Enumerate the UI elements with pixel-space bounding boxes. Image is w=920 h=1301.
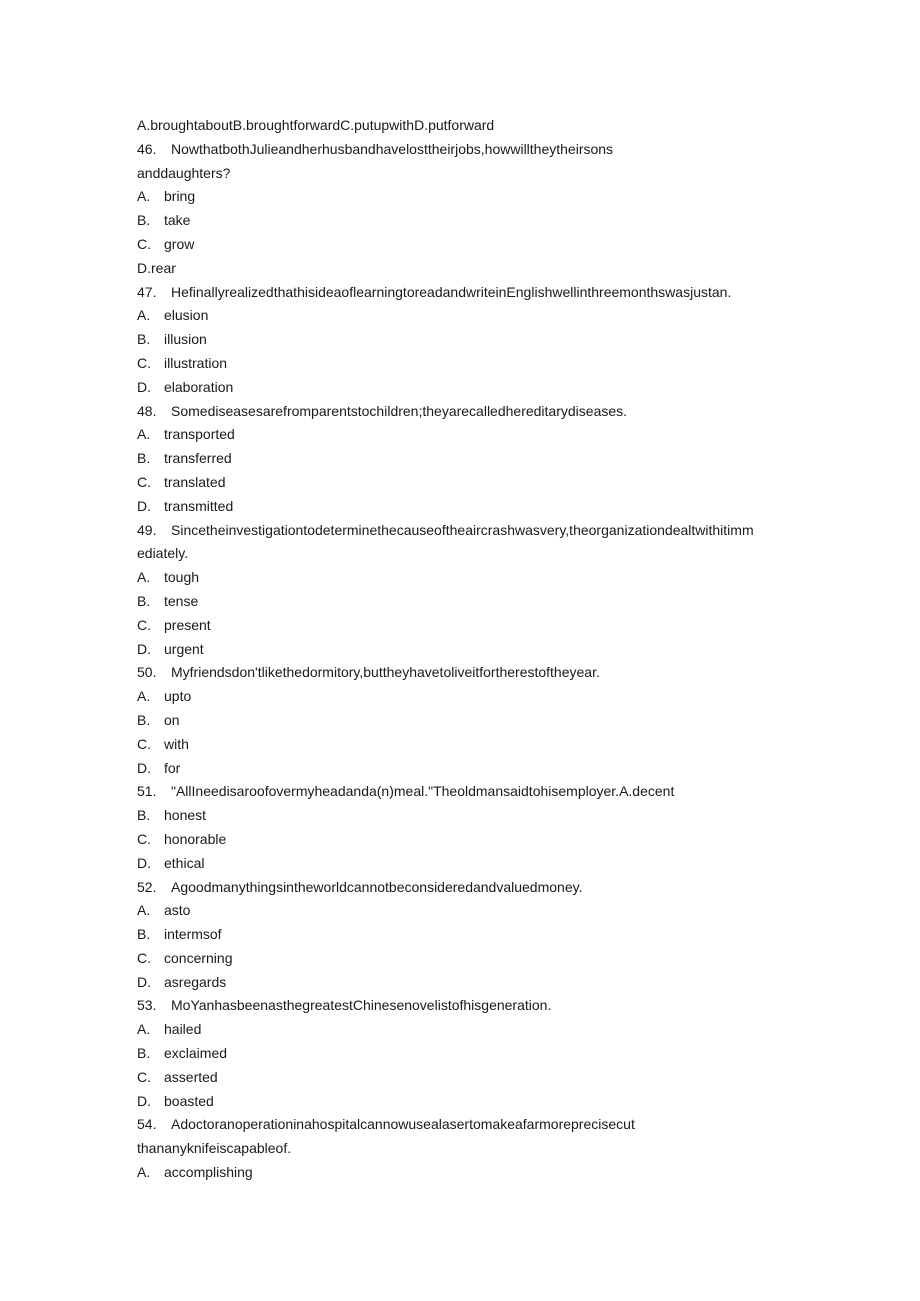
answer-option — [137, 1042, 797, 1066]
option-text: urgent — [164, 640, 204, 657]
option-letter: B. — [137, 1045, 151, 1062]
answer-option — [137, 614, 797, 638]
option-letter: B. — [137, 331, 151, 348]
answer-option — [137, 447, 797, 471]
option-letter: A. — [137, 188, 151, 205]
option-letter: C. — [137, 473, 151, 490]
question-text: Sincetheinvestigationtodeterminethecauseoftheaircrashwasvery,theorganizationdealtwithitimm — [171, 521, 754, 538]
option-letter: C. — [137, 354, 151, 371]
question-text: Somediseasesarefromparentstochildren;theyarecalledhereditarydiseases. — [171, 402, 628, 419]
option-text: tense — [164, 592, 199, 609]
option-letter: C. — [137, 949, 151, 966]
option-letter: D. — [137, 854, 151, 871]
answer-option — [137, 947, 797, 971]
option-text: accomplishing — [164, 1164, 253, 1181]
question-number: 48. — [137, 402, 157, 419]
option-text: intermsof — [164, 926, 222, 943]
option-letter: B. — [137, 450, 151, 467]
question-line — [137, 876, 797, 900]
option-text: concerning — [164, 949, 233, 966]
answer-option — [137, 685, 797, 709]
option-text: grow — [164, 235, 195, 252]
answer-option — [137, 304, 797, 328]
text-line: ediately. — [137, 545, 189, 562]
option-letter: C. — [137, 735, 151, 752]
answer-option — [137, 566, 797, 590]
question-line — [137, 519, 797, 543]
option-letter: A. — [137, 1164, 151, 1181]
text-line: thananyknifeiscapableof. — [137, 1140, 292, 1157]
option-letter: C. — [137, 235, 151, 252]
text-line: anddaughters? — [137, 164, 231, 181]
answer-option — [137, 1161, 797, 1185]
option-text: asregards — [164, 973, 227, 990]
option-letter: D. — [137, 759, 151, 776]
question-text: MoYanhasbeenasthegreatestChinesenovelistofhisgeneration. — [171, 997, 552, 1014]
option-text: on — [164, 711, 180, 728]
option-text: ethical — [164, 854, 205, 871]
option-letter: D. — [137, 378, 151, 395]
question-number: 51. — [137, 783, 157, 800]
option-letter: B. — [137, 807, 151, 824]
question-number: 50. — [137, 664, 157, 681]
answer-option — [137, 590, 797, 614]
option-text: for — [164, 759, 181, 776]
option-letter: B. — [137, 212, 151, 229]
text-line: D.rear — [137, 259, 176, 276]
option-letter: B. — [137, 926, 151, 943]
option-letter: A. — [137, 688, 151, 705]
answer-option — [137, 804, 797, 828]
answer-option — [137, 733, 797, 757]
option-text: elaboration — [164, 378, 234, 395]
question-text: "AllIneedisaroofovermyheadanda(n)meal."Theoldmansaidtohisemployer.A.decent — [171, 783, 675, 800]
question-number: 54. — [137, 1116, 157, 1133]
option-letter: D. — [137, 1092, 151, 1109]
question-number: 49. — [137, 521, 157, 538]
answer-option — [137, 971, 797, 995]
question-line — [137, 994, 797, 1018]
option-text: upto — [164, 688, 192, 705]
question-line — [137, 1113, 797, 1137]
option-text: present — [164, 616, 211, 633]
answer-option — [137, 852, 797, 876]
answer-option — [137, 495, 797, 519]
option-letter: A. — [137, 569, 151, 586]
answer-option — [137, 352, 797, 376]
option-text: asto — [164, 902, 191, 919]
option-text: elusion — [164, 307, 209, 324]
option-text: asserted — [164, 1068, 218, 1085]
option-letter: B. — [137, 711, 151, 728]
option-text: translated — [164, 473, 226, 490]
option-letter: A. — [137, 902, 151, 919]
answer-option — [137, 899, 797, 923]
option-text: bring — [164, 188, 196, 205]
option-letter: C. — [137, 1068, 151, 1085]
answer-option — [137, 1018, 797, 1042]
answer-option — [137, 423, 797, 447]
option-letter: A. — [137, 307, 151, 324]
answer-option — [137, 233, 797, 257]
question-line — [137, 138, 797, 162]
option-text: tough — [164, 569, 200, 586]
option-letter: D. — [137, 497, 151, 514]
question-number: 47. — [137, 283, 157, 300]
exam-questions — [137, 114, 797, 1185]
question-line — [137, 400, 797, 424]
answer-option — [137, 638, 797, 662]
option-text: exclaimed — [164, 1045, 228, 1062]
option-letter: A. — [137, 426, 151, 443]
question-text: Adoctoranoperationinahospitalcannowusealasertomakeafarmoreprecisecut — [171, 1116, 635, 1133]
question-text: Myfriendsdon'tlikethedormitory,buttheyhavetoliveitfortherestoftheyear. — [171, 664, 600, 681]
option-letter: C. — [137, 616, 151, 633]
question-text: NowthatbothJulieandherhusbandhavelosttheirjobs,howwilltheytheirsons — [171, 140, 614, 157]
option-text: honest — [164, 807, 207, 824]
option-text: illusion — [164, 331, 207, 348]
answer-option — [137, 923, 797, 947]
option-text: transmitted — [164, 497, 234, 514]
question-line — [137, 281, 797, 305]
answer-option — [137, 185, 797, 209]
question-text: Agoodmanythingsintheworldcannotbeconsideredandvaluedmoney. — [171, 878, 583, 895]
answer-option — [137, 757, 797, 781]
option-text: illustration — [164, 354, 228, 371]
answer-option — [137, 328, 797, 352]
option-text: transported — [164, 426, 235, 443]
question-text: HefinallyrealizedthathisideaoflearningtoreadandwriteinEnglishwellinthreemonthswasjustan. — [171, 283, 732, 300]
question-line — [137, 661, 797, 685]
text-line: A.broughtaboutB.broughtforwardC.putupwithD.putforward — [137, 117, 495, 133]
question-line — [137, 780, 797, 804]
question-number: 46. — [137, 140, 157, 157]
option-letter: D. — [137, 640, 151, 657]
option-letter: B. — [137, 592, 151, 609]
answer-option — [137, 376, 797, 400]
option-text: with — [164, 735, 189, 752]
option-text: honorable — [164, 830, 227, 847]
option-letter: A. — [137, 1021, 151, 1038]
option-text: transferred — [164, 450, 232, 467]
answer-option — [137, 709, 797, 733]
answer-option — [137, 1066, 797, 1090]
answer-option — [137, 828, 797, 852]
question-number: 53. — [137, 997, 157, 1014]
answer-option — [137, 1090, 797, 1114]
question-number: 52. — [137, 878, 157, 895]
option-text: take — [164, 212, 191, 229]
option-letter: C. — [137, 830, 151, 847]
option-text: hailed — [164, 1021, 202, 1038]
option-text: boasted — [164, 1092, 214, 1109]
option-letter: D. — [137, 973, 151, 990]
answer-option — [137, 209, 797, 233]
answer-option — [137, 471, 797, 495]
